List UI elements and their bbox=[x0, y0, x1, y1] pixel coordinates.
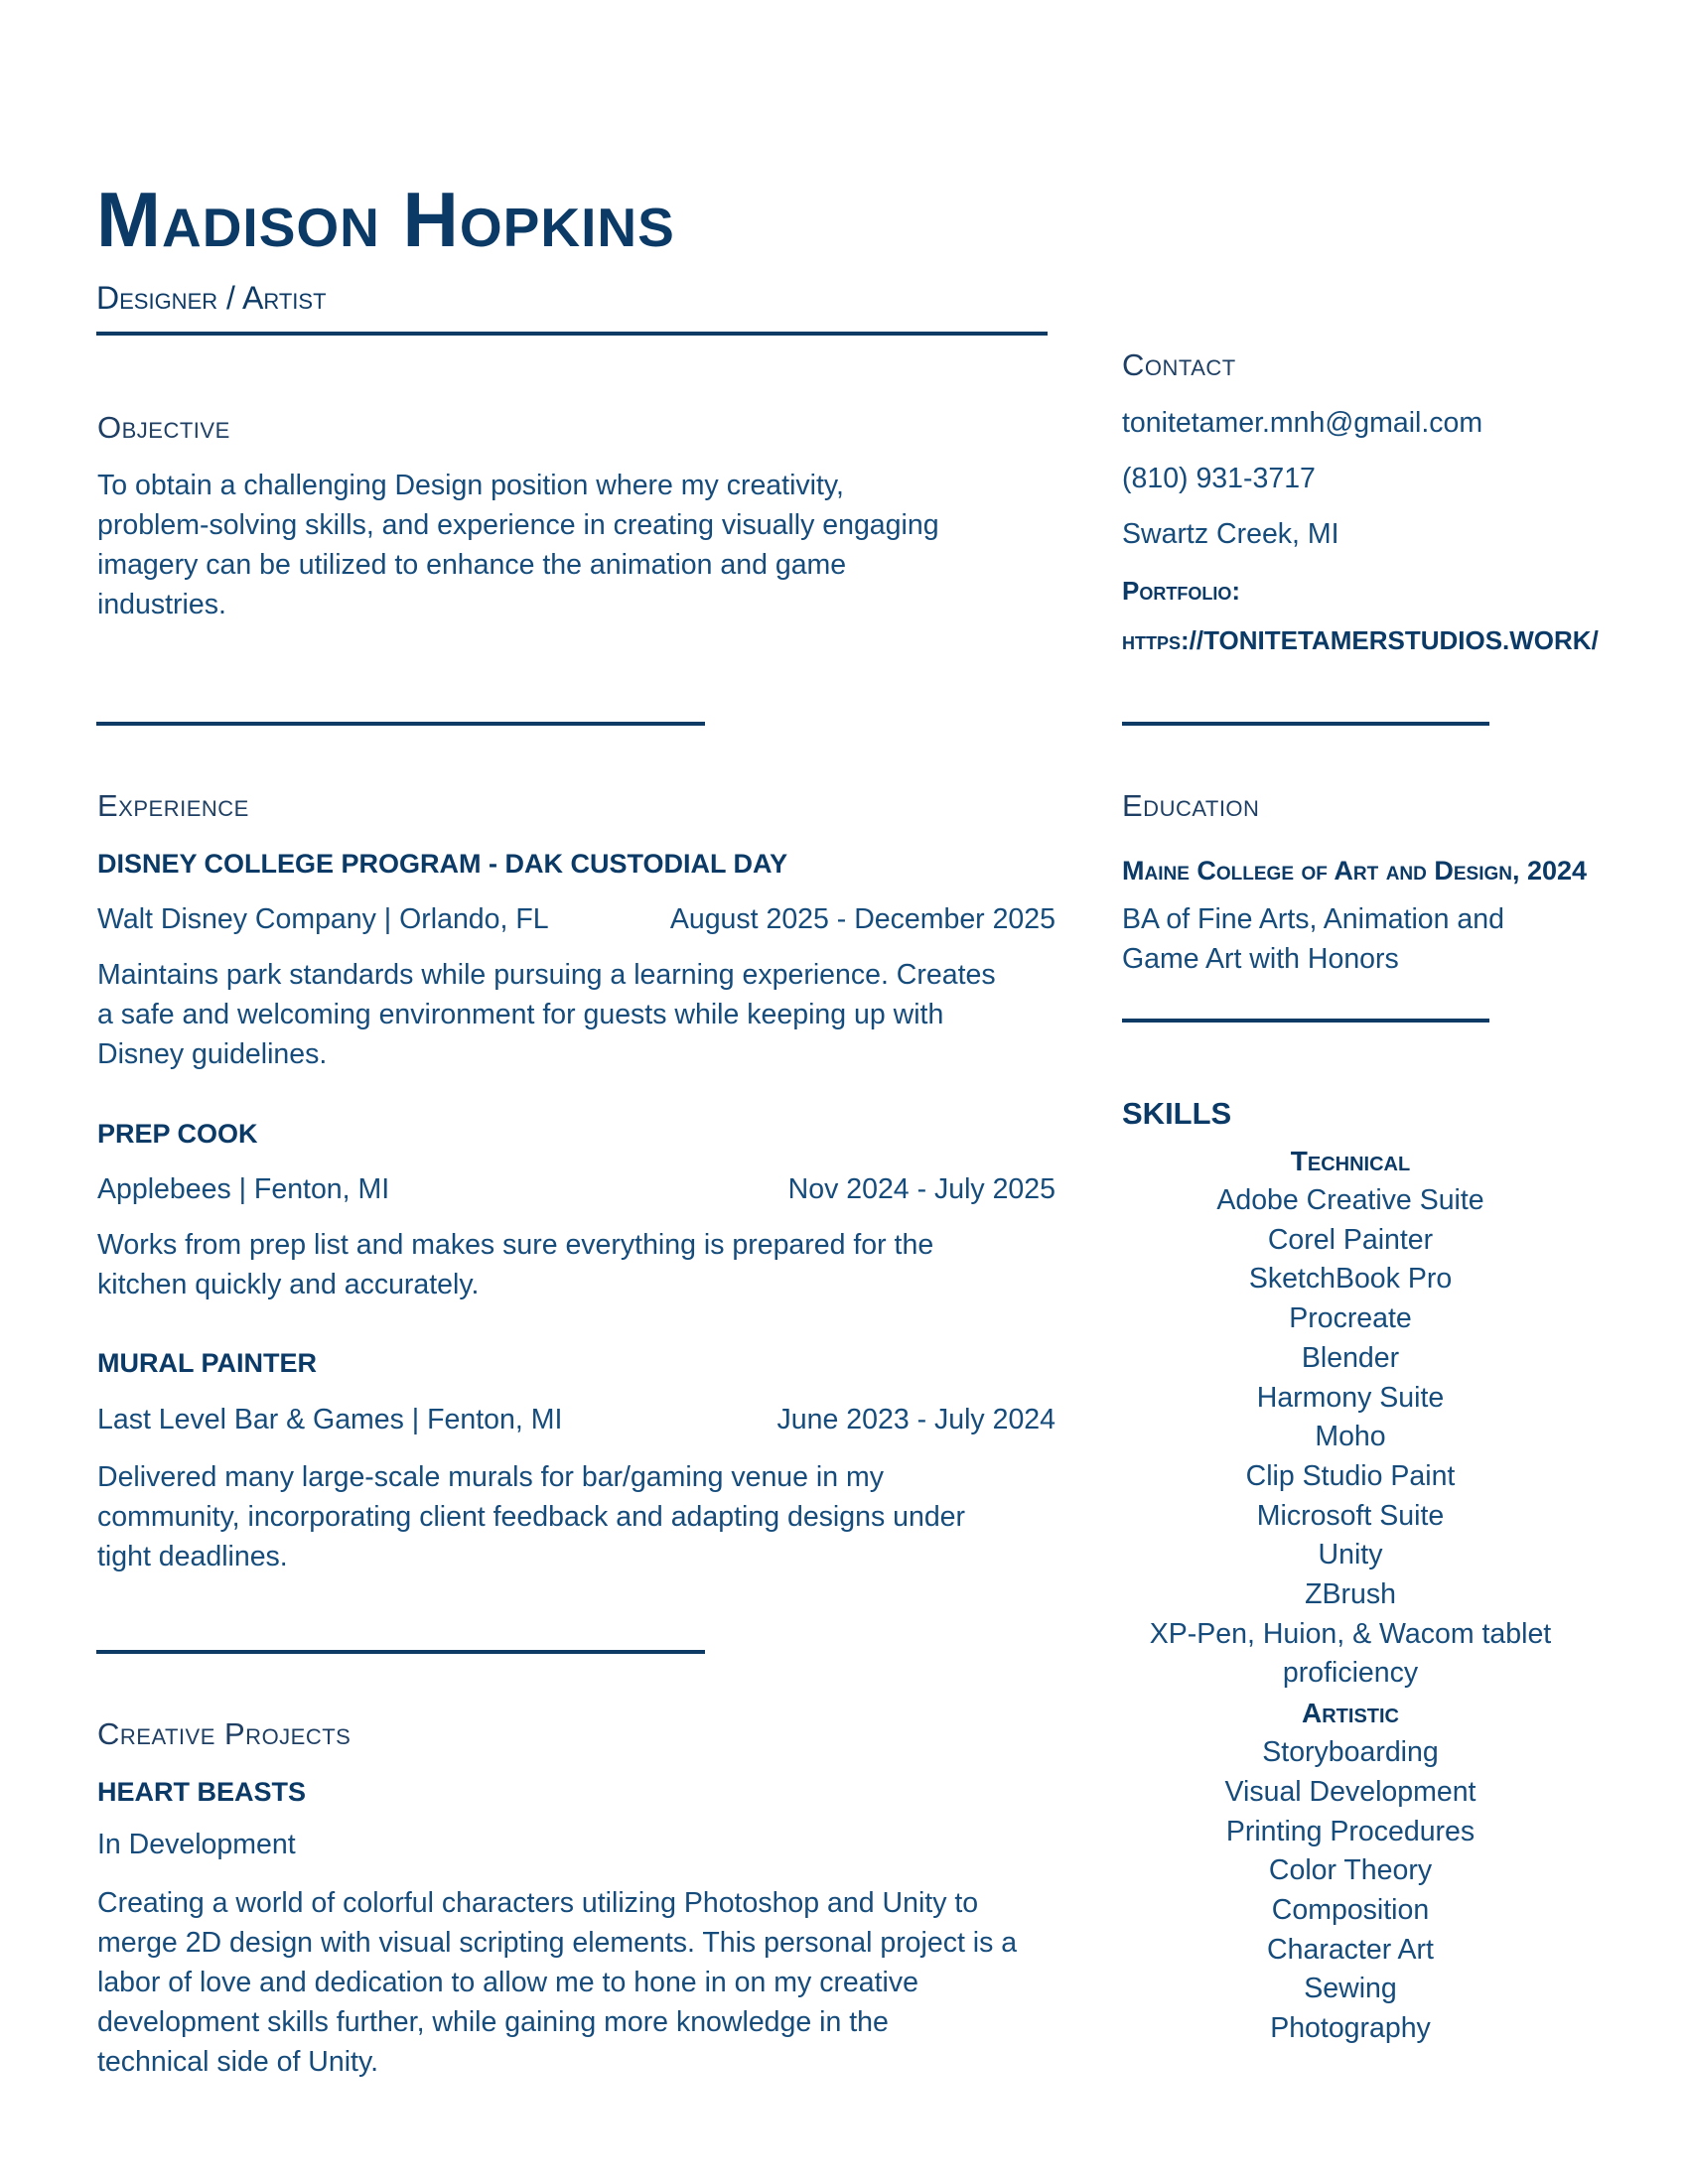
objective-line: problem-solving skills, and experience in creating visually engaging bbox=[97, 509, 939, 541]
education-degree-line: BA of Fine Arts, Animation and bbox=[1122, 903, 1504, 935]
objective-divider bbox=[96, 722, 705, 726]
job-description-line: Disney guidelines. bbox=[97, 1038, 328, 1070]
contact-phone: (810) 931-3717 bbox=[1122, 463, 1316, 494]
header-divider bbox=[96, 332, 1048, 336]
skills-technical-label: Technical bbox=[1290, 1146, 1411, 1176]
skill-item: Character Art bbox=[1267, 1933, 1434, 1966]
skill-item: Blender bbox=[1301, 1341, 1400, 1374]
job-title: MURAL PAINTER bbox=[97, 1348, 317, 1378]
job-description-line: Works from prep list and makes sure everything is prepared for the bbox=[97, 1229, 934, 1261]
project-status: In Development bbox=[97, 1829, 296, 1860]
skill-item: XP-Pen, Huion, & Wacom tablet bbox=[1149, 1617, 1552, 1650]
project-description-line: development skills further, while gaining more knowledge in the bbox=[97, 2006, 889, 2038]
job-description-line: kitchen quickly and accurately. bbox=[97, 1269, 480, 1300]
skill-item: Composition bbox=[1271, 1893, 1430, 1926]
projects-heading: Creative Projects bbox=[97, 1716, 352, 1751]
job-description-line: tight deadlines. bbox=[97, 1541, 288, 1572]
objective-line: industries. bbox=[97, 589, 226, 620]
skill-item: Storyboarding bbox=[1262, 1736, 1439, 1769]
skills-artistic-label: Artistic bbox=[1302, 1698, 1399, 1729]
job-dates: Nov 2024 - July 2025 bbox=[787, 1173, 1055, 1205]
job-description-line: community, incorporating client feedback and adapting designs under bbox=[97, 1501, 966, 1533]
objective-line: imagery can be utilized to enhance the animation and game bbox=[97, 549, 847, 581]
skill-item: ZBrush bbox=[1305, 1578, 1396, 1611]
project-description-line: technical side of Unity. bbox=[97, 2046, 379, 2078]
skill-item: Adobe Creative Suite bbox=[1216, 1184, 1484, 1216]
skill-item: Photography bbox=[1270, 2012, 1431, 2045]
job-description-line: Maintains park standards while pursuing a learning experience. Creates bbox=[97, 959, 996, 991]
job-dates: August 2025 - December 2025 bbox=[669, 903, 1055, 935]
skills-list bbox=[1132, 1142, 1569, 2049]
job-title: DISNEY COLLEGE PROGRAM - DAK CUSTODIAL DAY bbox=[97, 849, 788, 879]
skill-item: Visual Development bbox=[1224, 1775, 1477, 1808]
job-dates: June 2023 - July 2024 bbox=[776, 1404, 1055, 1435]
education-school: Maine College of Art and Design, 2024 bbox=[1122, 856, 1588, 886]
job-meta bbox=[97, 903, 1055, 936]
job-title: PREP COOK bbox=[97, 1119, 258, 1149]
contact-location: Swartz Creek, MI bbox=[1122, 518, 1339, 550]
education-degree-line: Game Art with Honors bbox=[1122, 943, 1399, 975]
project-description-line: merge 2D design with visual scripting elements. This personal project is a bbox=[97, 1927, 1018, 1959]
candidate-title: Designer / Artist bbox=[96, 280, 327, 316]
job-company: Last Level Bar & Games | Fenton, MI bbox=[97, 1404, 563, 1435]
job-meta bbox=[97, 1173, 1055, 1206]
project-description-line: Creating a world of colorful characters utilizing Photoshop and Unity to bbox=[97, 1887, 979, 1919]
contact-email[interactable]: tonitetamer.mnh@gmail.com bbox=[1122, 407, 1483, 439]
experience-divider bbox=[96, 1650, 705, 1654]
objective-heading: Objective bbox=[97, 410, 230, 445]
candidate-name: Madison Hopkins bbox=[96, 176, 675, 263]
skill-item: Microsoft Suite bbox=[1256, 1499, 1445, 1532]
job-meta bbox=[97, 1404, 1055, 1436]
job-description-line: a safe and welcoming environment for guests while keeping up with bbox=[97, 999, 944, 1030]
skill-item: SketchBook Pro bbox=[1248, 1263, 1453, 1296]
job-description-line: Delivered many large-scale murals for bar/gaming venue in my bbox=[97, 1461, 885, 1493]
skill-item: Harmony Suite bbox=[1256, 1381, 1445, 1414]
skill-item: Printing Procedures bbox=[1225, 1815, 1476, 1847]
project-title: HEART BEASTS bbox=[97, 1777, 307, 1807]
education-divider bbox=[1122, 1019, 1489, 1023]
skill-item: Moho bbox=[1315, 1421, 1386, 1453]
skill-item: Color Theory bbox=[1268, 1854, 1433, 1887]
project-description-line: labor of love and dedication to allow me to hone in on my creative bbox=[97, 1967, 918, 1998]
education-heading: Education bbox=[1122, 788, 1260, 823]
job-description bbox=[97, 1457, 1090, 1576]
objective-text bbox=[97, 466, 1070, 624]
skill-item: Clip Studio Paint bbox=[1245, 1459, 1456, 1492]
skill-item: Corel Painter bbox=[1267, 1223, 1434, 1256]
job-description bbox=[97, 955, 1070, 1074]
job-company: Applebees | Fenton, MI bbox=[97, 1173, 390, 1205]
contact-heading: Contact bbox=[1122, 347, 1236, 382]
job-company: Walt Disney Company | Orlando, FL bbox=[97, 903, 549, 935]
objective-line: To obtain a challenging Design position where my creativity, bbox=[97, 470, 844, 501]
portfolio-label: Portfolio: bbox=[1122, 576, 1240, 606]
skill-item: Sewing bbox=[1304, 1973, 1397, 2005]
portfolio-link[interactable]: https://TONITETAMERSTUDIOS.WORK/ bbox=[1122, 625, 1599, 655]
project-description bbox=[97, 1883, 1100, 2082]
experience-heading: Experience bbox=[97, 788, 249, 823]
job-description bbox=[97, 1225, 1070, 1304]
skill-item: proficiency bbox=[1282, 1657, 1419, 1690]
skills-heading: SKILLS bbox=[1122, 1096, 1232, 1131]
contact-divider bbox=[1122, 722, 1489, 726]
skill-item: Unity bbox=[1318, 1539, 1383, 1571]
skill-item: Procreate bbox=[1289, 1302, 1412, 1335]
education-degree bbox=[1122, 899, 1559, 979]
